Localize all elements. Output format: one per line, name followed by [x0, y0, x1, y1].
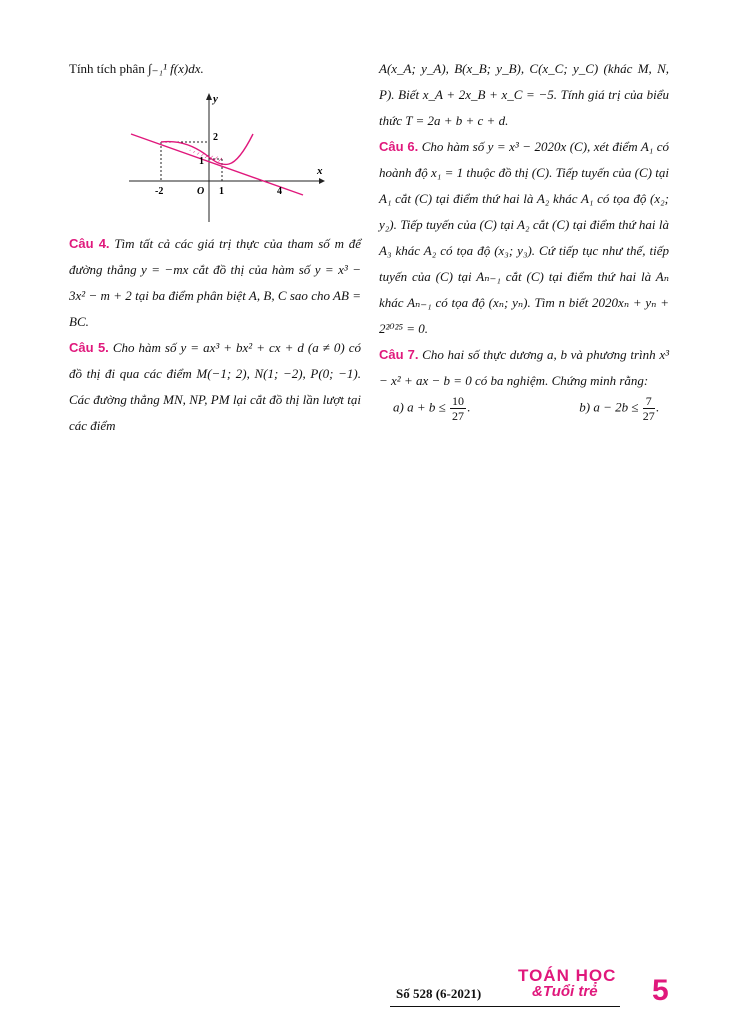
intro-paragraph	[69, 56, 361, 82]
function-graph	[69, 90, 361, 225]
part-b-numerator: 7	[643, 394, 655, 409]
footer-rule	[390, 1006, 620, 1007]
question-7-text: Cho hai số thực dương a, b và phương trình x³ − x² + ax − b = 0 có ba nghiệm. Chứng minh rằng:	[379, 347, 670, 388]
question-7-part-a	[393, 394, 470, 423]
logo-line-2: &Tuổi trẻ	[532, 983, 598, 1000]
part-b-denominator: 27	[642, 409, 655, 423]
left-column	[69, 56, 361, 439]
question-7-part-b	[579, 394, 659, 423]
part-a-denominator: 27	[452, 409, 464, 423]
question-7-parts	[379, 394, 669, 423]
question-5-continued	[379, 56, 669, 134]
question-7-label: Câu 7.	[379, 347, 419, 362]
question-4-text: Tìm tất cả các giá trị thực của tham số m để đường thẳng y = −mx cắt đồ thị của hàm số y = x³ − 3x² − m + 2 tại ba điểm phân biệt A, B, C sao cho AB = BC.	[69, 236, 361, 329]
part-b-prefix: b) a − 2b ≤	[579, 399, 639, 415]
question-6-label: Câu 6.	[379, 139, 419, 154]
page-footer	[390, 968, 680, 1012]
question-6	[379, 134, 669, 342]
graph-label-one-y: 1	[199, 156, 204, 167]
part-a-period: .	[467, 399, 471, 415]
logo-line-1: TOÁN HỌC	[518, 966, 617, 985]
question-5-continued-text: A(x_A; y_A), B(x_B; y_B), C(x_C; y_C) (khác M, N, P). Biết x_A + 2x_B + x_C = −5. Tính giá trị của biểu thức T = 2a + b + c + d.	[379, 61, 669, 128]
graph-label-two: 2	[213, 132, 218, 143]
question-4	[69, 231, 361, 335]
question-5-text: Cho hàm số y = ax³ + bx² + cx + d (a ≠ 0) có đồ thị đi qua các điểm M(−1; 2), N(1; −2), P(0; −1). Các đường thẳng MN, NP, PM lại cắt đồ thị lần lượt tại các điểm	[69, 340, 362, 433]
question-5	[69, 335, 361, 439]
question-4-label: Câu 4.	[69, 236, 110, 251]
graph-label-origin: O	[197, 186, 205, 197]
page-number: 5	[652, 974, 669, 1007]
graph-label-one-x: 1	[219, 186, 224, 197]
question-5-label: Câu 5.	[69, 340, 109, 355]
part-a-prefix: a) a + b ≤	[393, 399, 446, 415]
part-b-fraction	[643, 394, 655, 423]
graph-label-y: y	[213, 93, 218, 105]
intro-integral: ∫₋₁¹ f(x)dx.	[148, 61, 204, 76]
question-6-text: Cho hàm số y = x³ − 2020x (C), xét điểm A₁ có hoành độ x₁ = 1 thuộc đồ thị (C). Tiếp tuyến của (C) tại A₁ cắt (C) tại điểm thứ hai là A₂ khác A₁ có tọa độ (x₂; y₂). Tiếp tuyến của (C) tại A₂ cắt (C) tại điểm thứ hai là A₃ khác A₂ có tọa độ (x₃; y₃). Cứ tiếp tục như thế, tiếp tuyến của (C) tại Aₙ₋₁ cắt (C) tại điểm thứ hai là Aₙ khác Aₙ₋₁ có tọa độ (xₙ; yₙ). Tìm n biết 2020xₙ + yₙ + 2²⁰²⁵ = 0.	[379, 139, 670, 336]
part-b-period: .	[655, 399, 659, 415]
graph-label-four: 4	[277, 186, 282, 197]
intro-text: Tính tích phân	[69, 61, 149, 76]
part-a-numerator: 10	[452, 394, 464, 408]
question-7	[379, 342, 669, 394]
graph-label-x: x	[317, 165, 323, 177]
issue-number: Số 528 (6-2021)	[396, 986, 482, 1001]
right-column	[379, 56, 669, 423]
magazine-logo	[518, 968, 616, 1000]
part-a-fraction	[450, 394, 466, 423]
graph-label-minus-two: -2	[155, 186, 164, 197]
